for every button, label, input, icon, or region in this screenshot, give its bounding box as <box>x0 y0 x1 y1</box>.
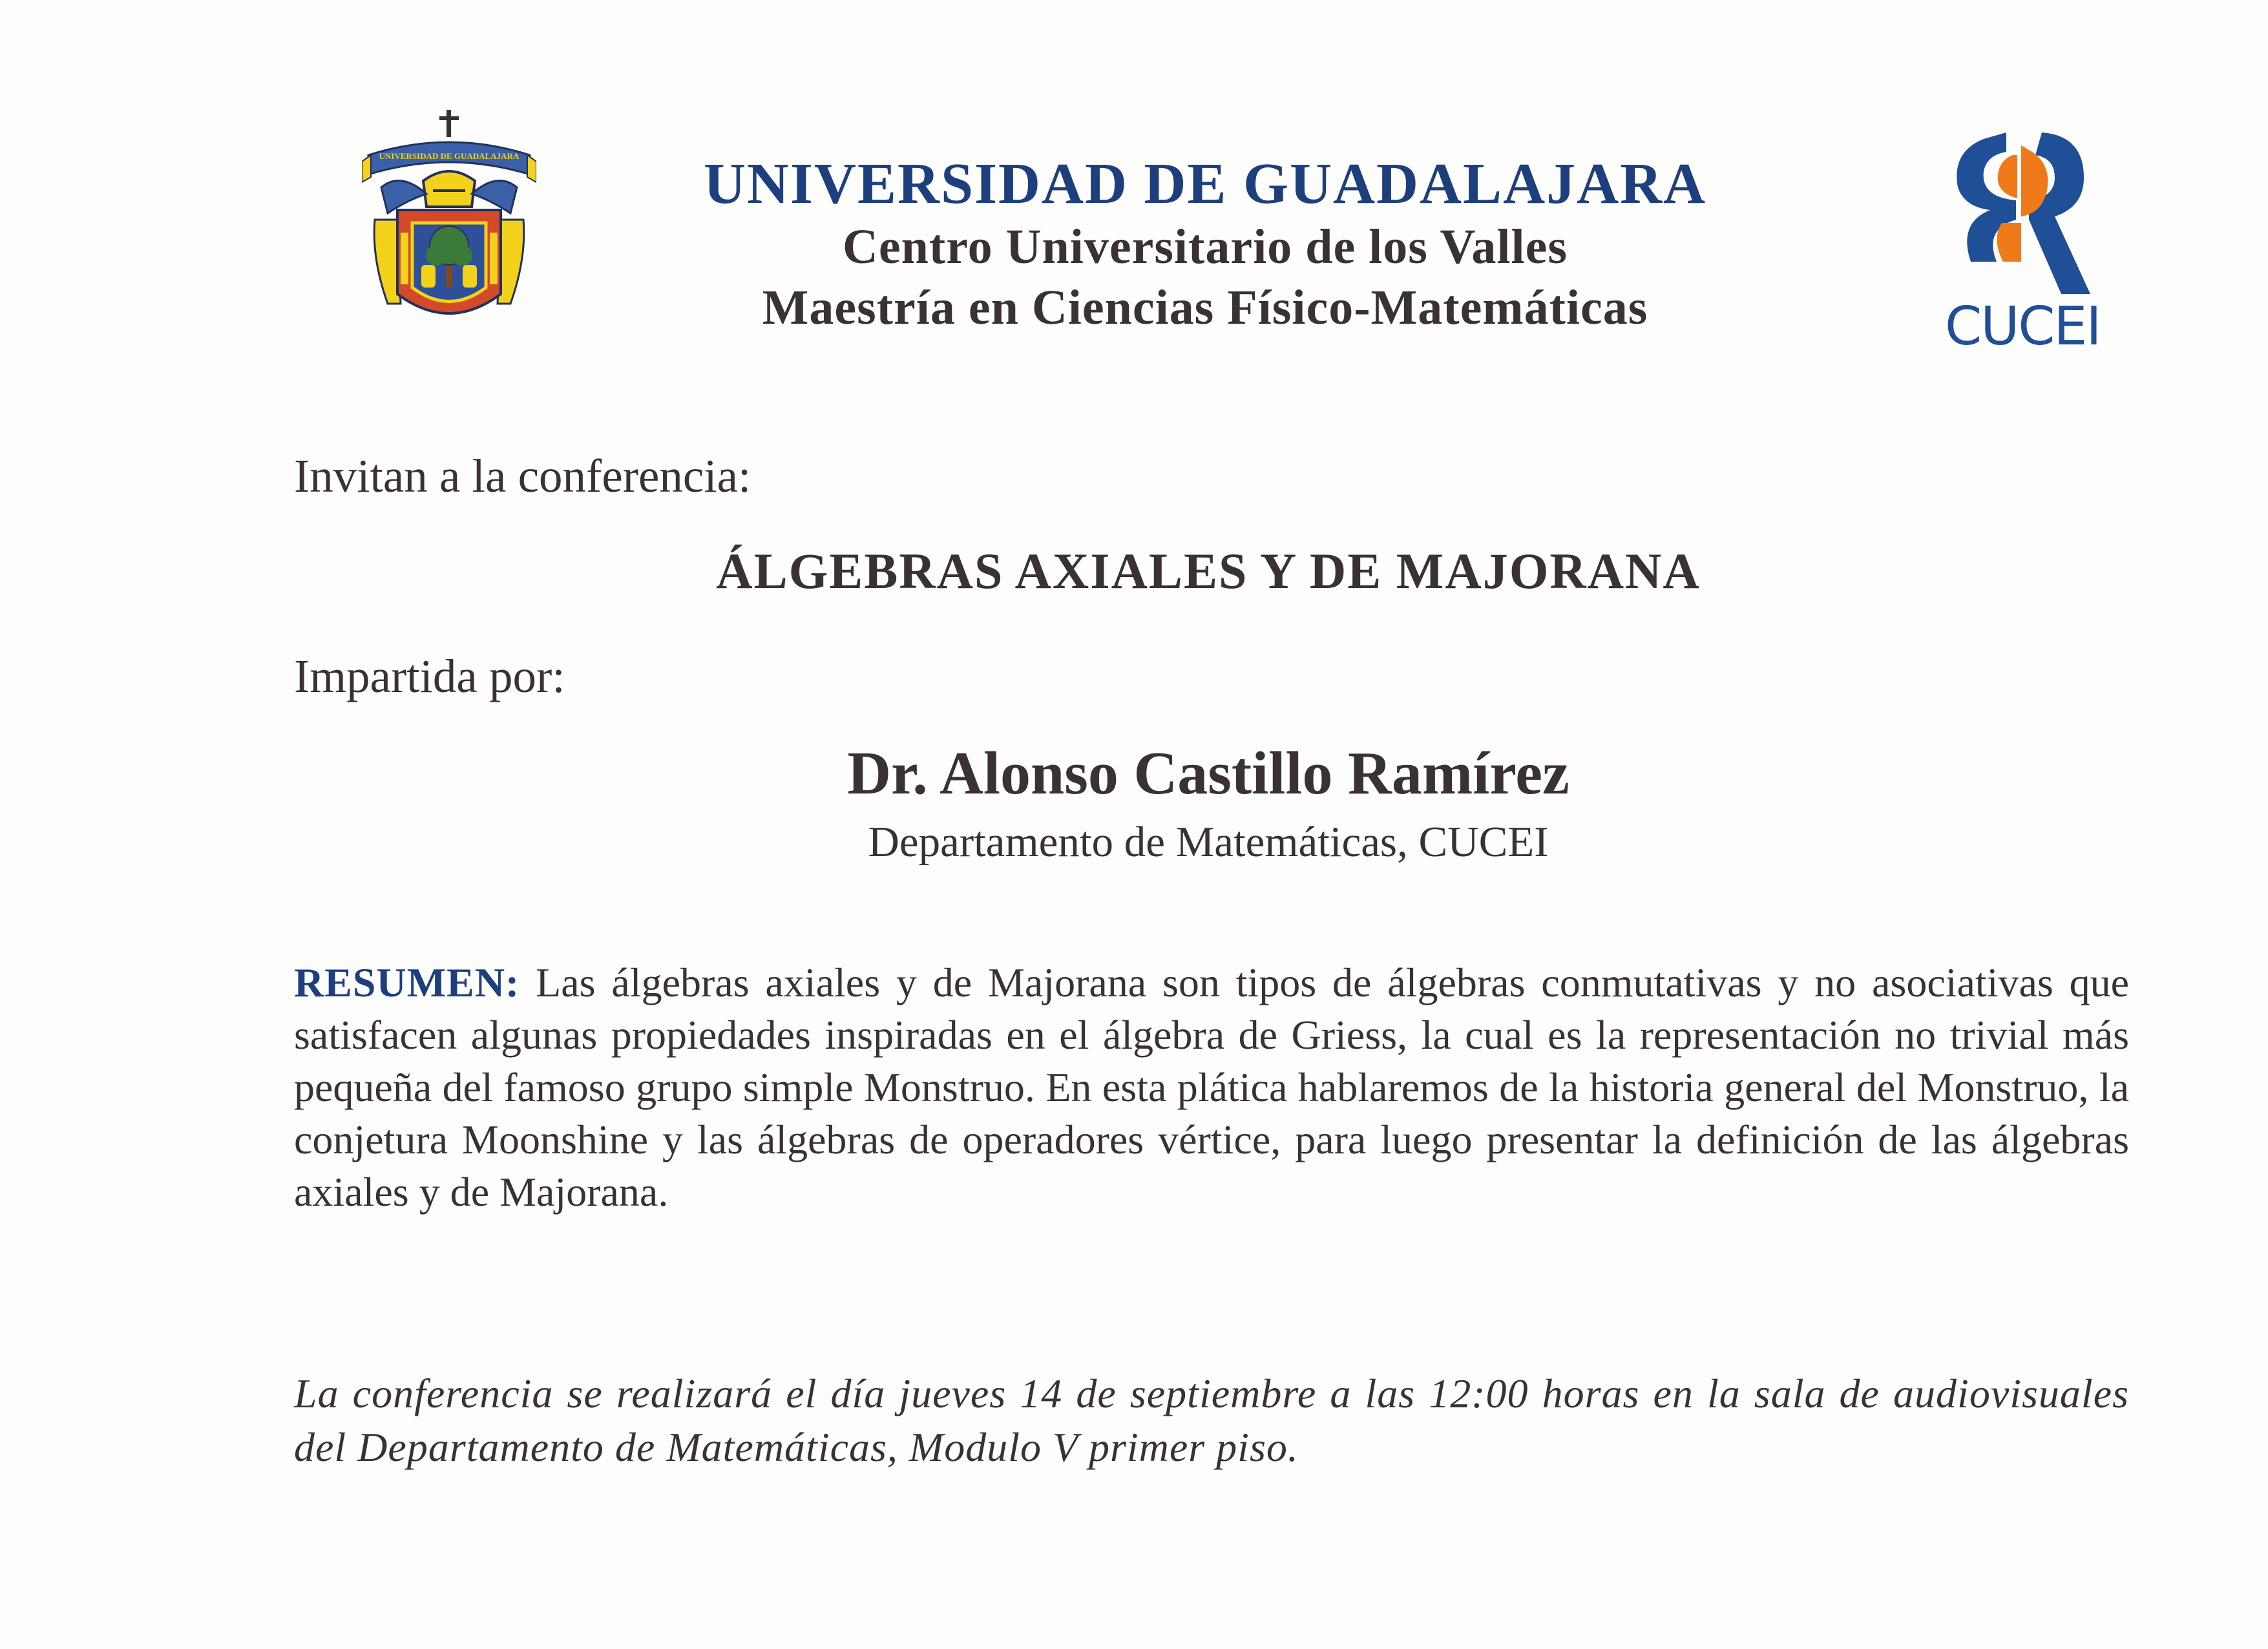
abstract-text: Las álgebras axiales y de Majorana son tipos de álgebras conmutativas y no asociativas que satisfacen algunas propiedades inspiradas en el álgebra de Griess, la cual es la representación no trivial más pequeña del famoso grupo simple Monstruo. En esta plática hablaremos de la historia general del Monstruo, la conjetura Moonshine y las álgebras de operadores vértice, para luego presentar la definición de las álgebras axiales y de Majorana. <box>294 960 2130 1215</box>
talk-title: ÁLGEBRAS AXIALES Y DE MAJORANA <box>716 543 1701 599</box>
center-name: Centro Universitario de los Valles <box>843 220 1568 274</box>
cucei-wordmark: CUCEI <box>1945 296 2101 357</box>
cucei-logo <box>1945 126 2100 365</box>
udg-coat-of-arms-logo <box>362 110 536 333</box>
speaker-affiliation: Departamento de Matemáticas, CUCEI <box>868 818 1549 866</box>
cucei-emblem-icon <box>1945 126 2100 300</box>
university-name: UNIVERSIDAD DE GUADALAJARA <box>703 152 1707 216</box>
event-details: La conferencia se realizará el día jueves 14 de septiembre a las 12:00 horas en la sala de audiovisuales del Departamento de Matemáticas, Modulo V primer piso. <box>294 1371 2129 1470</box>
header <box>659 152 1751 338</box>
udg-ribbon-text: UNIVERSIDAD DE GUADALAJARA <box>379 151 520 161</box>
speaker-name: Dr. Alonso Castillo Ramírez <box>847 740 1570 807</box>
given-by-label: Impartida por: <box>294 650 565 702</box>
program-name: Maestría en Ciencias Físico-Matemáticas <box>762 280 1648 335</box>
abstract <box>294 956 2129 1218</box>
invitation-intro: Invitan a la conferencia: <box>294 450 751 502</box>
abstract-label: RESUMEN: <box>294 960 520 1005</box>
